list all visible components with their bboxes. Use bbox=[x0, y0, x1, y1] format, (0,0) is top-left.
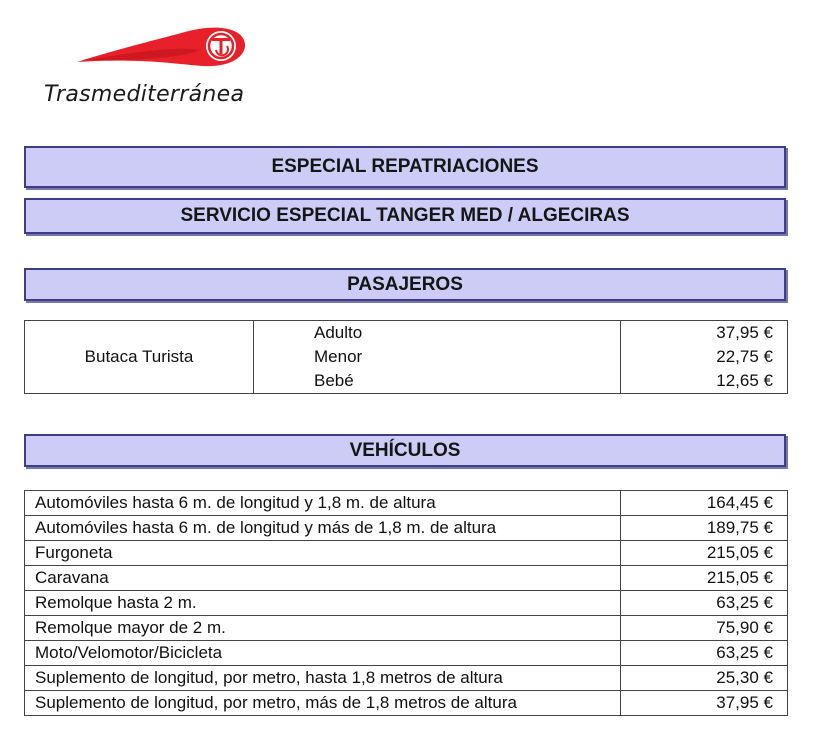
vehiculos-header: VEHÍCULOS bbox=[24, 434, 786, 467]
pasajeros-header: PASAJEROS bbox=[24, 268, 786, 301]
vehicle-price: 37,95 € bbox=[621, 691, 788, 716]
vehicle-price: 164,45 € bbox=[621, 491, 788, 516]
table-row bbox=[25, 591, 788, 616]
vehicle-price: 215,05 € bbox=[621, 566, 788, 591]
vehicle-label: Automóviles hasta 6 m. de longitud y más de 1,8 m. de altura bbox=[25, 516, 621, 541]
logo-emblem-icon bbox=[75, 20, 265, 80]
pasajeros-table bbox=[24, 320, 788, 394]
vehicle-price: 63,25 € bbox=[621, 591, 788, 616]
vehicle-label: Automóviles hasta 6 m. de longitud y 1,8 m. de altura bbox=[25, 491, 621, 516]
table-row bbox=[25, 321, 788, 346]
table-row bbox=[25, 516, 788, 541]
fare-price: 22,75 € bbox=[621, 345, 788, 369]
company-logo bbox=[40, 20, 300, 115]
vehicle-price: 75,90 € bbox=[621, 616, 788, 641]
vehicle-price: 63,25 € bbox=[621, 641, 788, 666]
vehicle-label: Remolque hasta 2 m. bbox=[25, 591, 621, 616]
vehicle-label: Furgoneta bbox=[25, 541, 621, 566]
vehicle-label: Suplemento de longitud, por metro, más de 1,8 metros de altura bbox=[25, 691, 621, 716]
table-row bbox=[25, 691, 788, 716]
category-cell: Butaca Turista bbox=[25, 321, 254, 394]
vehicle-price: 189,75 € bbox=[621, 516, 788, 541]
table-row bbox=[25, 666, 788, 691]
fare-label: Bebé bbox=[254, 369, 621, 394]
vehicle-label: Caravana bbox=[25, 566, 621, 591]
fare-price: 37,95 € bbox=[621, 321, 788, 346]
vehicle-label: Moto/Velomotor/Bicicleta bbox=[25, 641, 621, 666]
subtitle-banner: SERVICIO ESPECIAL TANGER MED / ALGECIRAS bbox=[24, 198, 786, 234]
vehicle-label: Suplemento de longitud, por metro, hasta 1,8 metros de altura bbox=[25, 666, 621, 691]
title-banner: ESPECIAL REPATRIACIONES bbox=[24, 146, 786, 188]
fare-label: Adulto bbox=[254, 321, 621, 346]
vehicle-label: Remolque mayor de 2 m. bbox=[25, 616, 621, 641]
logo-wordmark: Trasmediterránea bbox=[44, 82, 245, 107]
table-row bbox=[25, 491, 788, 516]
table-row bbox=[25, 566, 788, 591]
fare-label: Menor bbox=[254, 345, 621, 369]
vehiculos-table bbox=[24, 490, 788, 716]
vehicle-price: 25,30 € bbox=[621, 666, 788, 691]
vehicle-price: 215,05 € bbox=[621, 541, 788, 566]
table-row bbox=[25, 541, 788, 566]
fare-price: 12,65 € bbox=[621, 369, 788, 394]
table-row bbox=[25, 616, 788, 641]
table-row bbox=[25, 641, 788, 666]
